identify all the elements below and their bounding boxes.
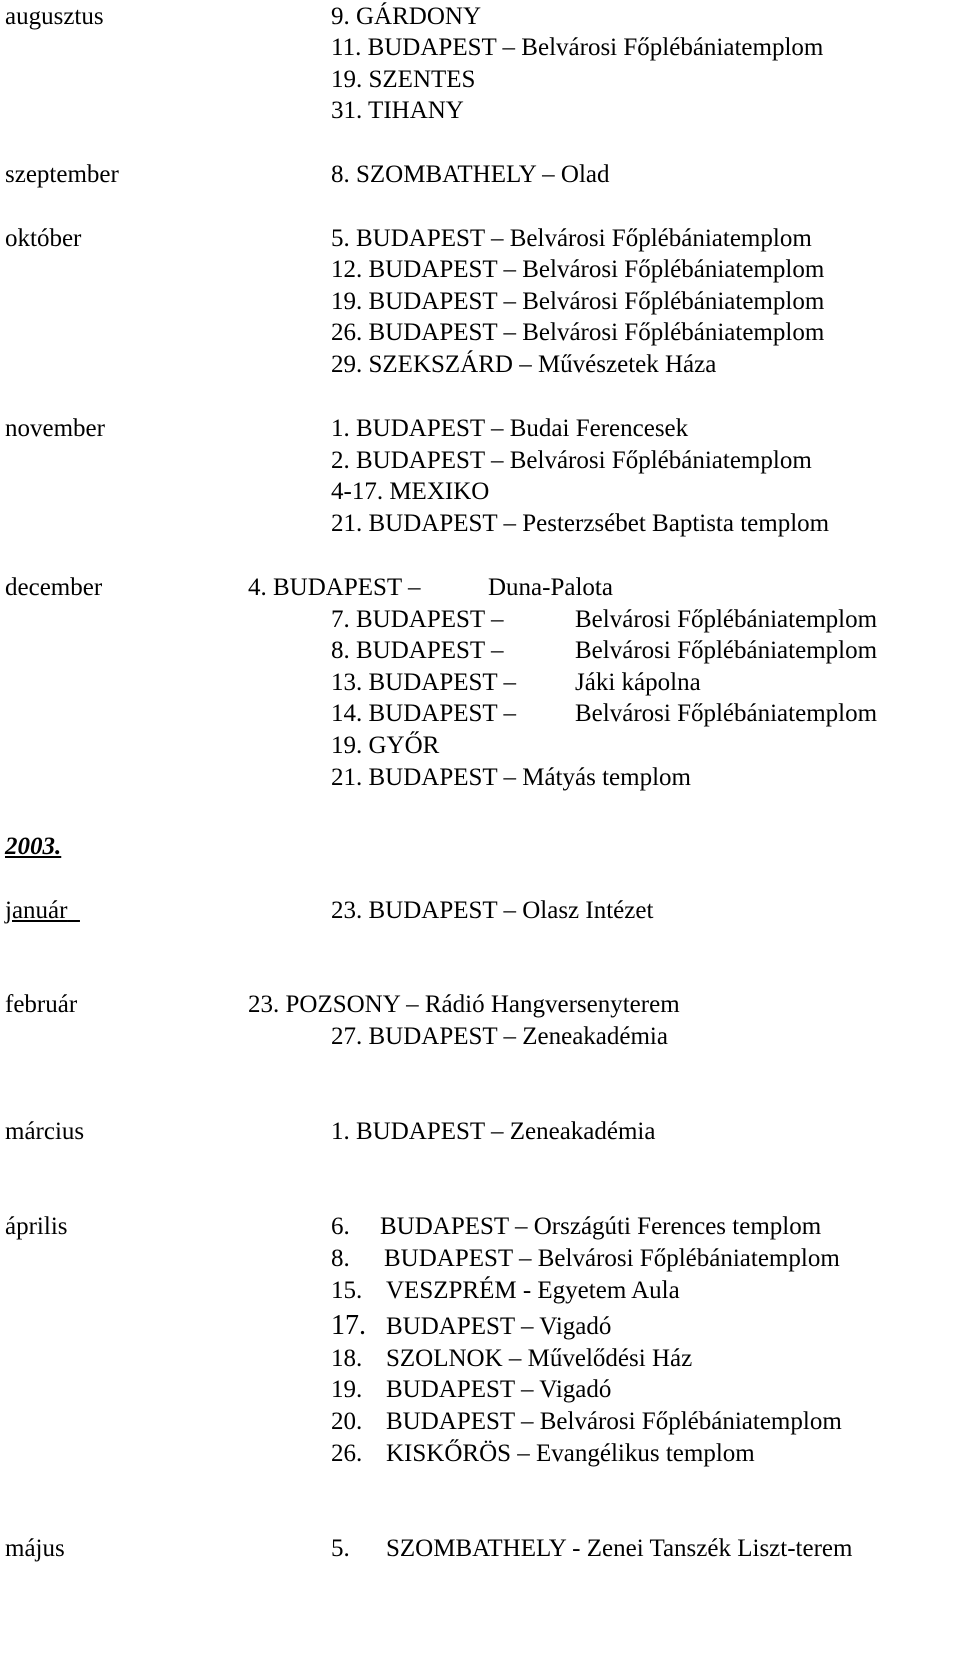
schedule-entry-place: Jáki kápolna — [575, 669, 701, 696]
month-label-majus: május — [5, 1535, 65, 1562]
schedule-entry-text: BUDAPEST – Belvárosi Főplébániatemplom — [384, 1245, 840, 1272]
schedule-entry-place: Duna-Palota — [488, 574, 613, 601]
schedule-entry-text: BUDAPEST – Vigadó — [386, 1313, 612, 1340]
year-heading: 2003. — [5, 833, 62, 860]
schedule-entry: 19. SZENTES — [331, 66, 476, 93]
month-label-text: január — [5, 897, 68, 924]
schedule-entry-text: BUDAPEST – Országúti Ferences templom — [380, 1213, 822, 1240]
schedule-entry-number: 5. — [331, 1535, 350, 1562]
schedule-entry-number: 20. — [331, 1408, 363, 1435]
schedule-entry-date: 8. BUDAPEST – — [331, 637, 504, 664]
month-label-november: november — [5, 415, 105, 442]
schedule-entry-number: 18. — [331, 1345, 363, 1372]
schedule-entry-date: 13. BUDAPEST – — [331, 669, 516, 696]
schedule-entry: 1. BUDAPEST – Budai Ferencesek — [331, 415, 689, 442]
schedule-entry: 29. SZEKSZÁRD – Művészetek Háza — [331, 351, 717, 378]
schedule-entry-number: 8. — [331, 1245, 350, 1272]
schedule-entry: 23. BUDAPEST – Olasz Intézet — [331, 897, 654, 924]
schedule-entry-date: 14. BUDAPEST – — [331, 700, 516, 727]
schedule-entry-place: Belvárosi Főplébániatemplom — [575, 700, 878, 727]
month-label-marcius: március — [5, 1118, 85, 1145]
schedule-entry-place: Belvárosi Főplébániatemplom — [575, 606, 878, 633]
month-label-szeptember: szeptember — [5, 161, 119, 188]
schedule-entry: 23. POZSONY – Rádió Hangversenyterem — [248, 991, 680, 1018]
schedule-entry: 31. TIHANY — [331, 97, 464, 124]
month-label-februar: február — [5, 991, 78, 1018]
schedule-entry: 2. BUDAPEST – Belvárosi Főplébániatemplom — [331, 447, 812, 474]
schedule-entry-number: 6. — [331, 1213, 350, 1240]
month-label-augusztus: augusztus — [5, 3, 104, 30]
month-label-oktober: október — [5, 225, 82, 252]
month-label-december: december — [5, 574, 103, 601]
schedule-entry-number: 15. — [331, 1277, 363, 1304]
schedule-entry-text: SZOLNOK – Művelődési Ház — [386, 1345, 693, 1372]
schedule-entry: 4-17. MEXIKO — [331, 478, 490, 505]
month-label-januar — [5, 896, 80, 926]
schedule-entry-number: 19. — [331, 1376, 363, 1403]
schedule-entry-text: SZOMBATHELY - Zenei Tanszék Liszt-terem — [386, 1535, 853, 1562]
month-label-aprilis: április — [5, 1213, 68, 1240]
schedule-entry-place: Belvárosi Főplébániatemplom — [575, 637, 878, 664]
schedule-entry-text: VESZPRÉM - Egyetem Aula — [386, 1277, 680, 1304]
schedule-entry-text: BUDAPEST – Vigadó — [386, 1376, 612, 1403]
schedule-entry: 27. BUDAPEST – Zeneakadémia — [331, 1023, 668, 1050]
schedule-entry: 1. BUDAPEST – Zeneakadémia — [331, 1118, 656, 1145]
schedule-entry-number: 26. — [331, 1440, 363, 1467]
schedule-entry: 9. GÁRDONY — [331, 3, 481, 30]
schedule-entry: 5. BUDAPEST – Belvárosi Főplébániatemplom — [331, 225, 812, 252]
schedule-entry: 8. SZOMBATHELY – Olad — [331, 161, 610, 188]
schedule-entry: 21. BUDAPEST – Pesterzsébet Baptista templom — [331, 510, 830, 537]
schedule-entry-number: 17. — [331, 1310, 366, 1341]
schedule-entry: 19. BUDAPEST – Belvárosi Főplébániatemplom — [331, 288, 825, 315]
schedule-entry-date: 19. GYŐR — [331, 732, 440, 759]
schedule-entry-date: 7. BUDAPEST – — [331, 606, 504, 633]
schedule-entry-text: KISKŐRÖS – Evangélikus templom — [386, 1440, 755, 1467]
schedule-entry: 11. BUDAPEST – Belvárosi Főplébániatemplom — [331, 34, 824, 61]
schedule-entry: 26. BUDAPEST – Belvárosi Főplébániatemplom — [331, 319, 825, 346]
schedule-entry-text: BUDAPEST – Belvárosi Főplébániatemplom — [386, 1408, 842, 1435]
schedule-entry-date: 21. BUDAPEST – Mátyás templom — [331, 764, 691, 791]
schedule-entry: 12. BUDAPEST – Belvárosi Főplébániatemplom — [331, 256, 825, 283]
schedule-entry-date: 4. BUDAPEST – — [248, 574, 421, 601]
